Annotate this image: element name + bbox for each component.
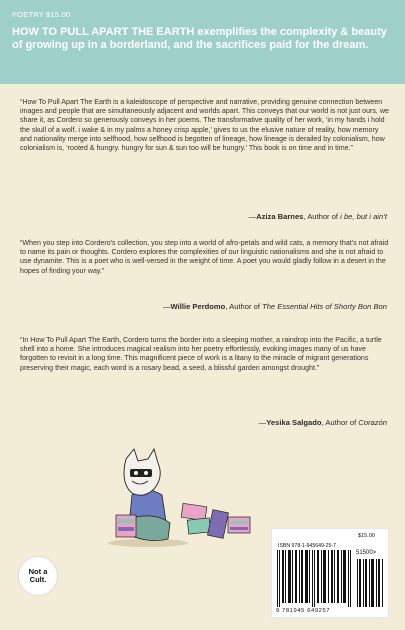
blurb-3: “In How To Pull Apart The Earth, Cordero turns the border into a sleeping mother, a raindrop into the Pacific, a turtle shell into a home. She introduces magical realism into her poetry effortlessly, evoking images many of us have forgotten to revisit in a long time. This magnificent piece of work is a litany to the miracle of migrant generations preserving their magic, each word is a rosary bead, a seed, a blissful garden amongst drought.” <box>20 336 382 372</box>
header-band <box>0 0 405 84</box>
work-title: The Essential Hits of Shorty Bon Bon <box>262 302 387 311</box>
work-title: Corazón <box>358 418 387 427</box>
genre-price-label: POETRY $15.00 <box>12 10 71 19</box>
attribution-3: —Yesika Salgado, Author of Corazón <box>258 418 387 427</box>
barcode-bars-addon <box>356 559 386 607</box>
author-name: Yesika Salgado <box>266 418 322 427</box>
attribution-2: —Willie Perdomo, Author of The Essential Hits of Shorty Bon Bon <box>162 302 387 311</box>
attribution-1: —Aziza Barnes, Author of i be, but i ain’t <box>248 212 387 221</box>
author-name: Aziza Barnes <box>256 212 304 221</box>
barcode-label <box>271 528 389 618</box>
publisher-logo: Not a Cult. <box>18 556 58 596</box>
isbn-text: ISBN 978-1-945649-25-7 <box>278 543 336 549</box>
barcode-bars-main <box>276 550 352 607</box>
price-addon-code: 51500> <box>356 550 377 556</box>
barcode-price: $15.00 <box>358 533 375 539</box>
author-name: Willie Perdomo <box>170 302 226 311</box>
tagline: HOW TO PULL APART THE EARTH exemplifies the complexity & beauty of growing up in a borderland, and the sacrifices paid for the dream. <box>12 26 387 51</box>
blurb-1: “How To Pull Apart The Earth is a kaleidoscope of perspective and narrative, providing genuine connection between images and people that are simultaneously adjacent and worlds apart. This conveys that our world is not just ours, we share it, as Cordero so generously conveys in her poems. The transformative quality of her work, ‘in my hands i hold the skull of a wolf. i wake & in my palms a honey crisp apple,’ gives to us the elusive nature of reality, how memory and nationality merge into selfhood, how selfhood is begotten of lineage, how lineage is derailed by colonialism, how colonialism is, ‘rooted & hungry. hungry for sun & sun too will be hungry.’ This book is on time and in time.” <box>20 98 389 153</box>
blurb-2: “When you step into Cordero's collection, you step into a world of afro-petals and wild cats, a memory that's not afraid to name its pain or thoughts. Cordero explores the complexities of our linguistic nationalisms and she is not afraid to use dynamite. This is a poet who is well-versed in the weight of time. A poet you would gladly follow in a desert in the hopes of finding your way.” <box>20 239 389 275</box>
cover-illustration <box>102 445 262 550</box>
barcode-digits: 9 781945 649257 <box>276 608 331 614</box>
work-title: i be, but i ain’t <box>340 212 387 221</box>
